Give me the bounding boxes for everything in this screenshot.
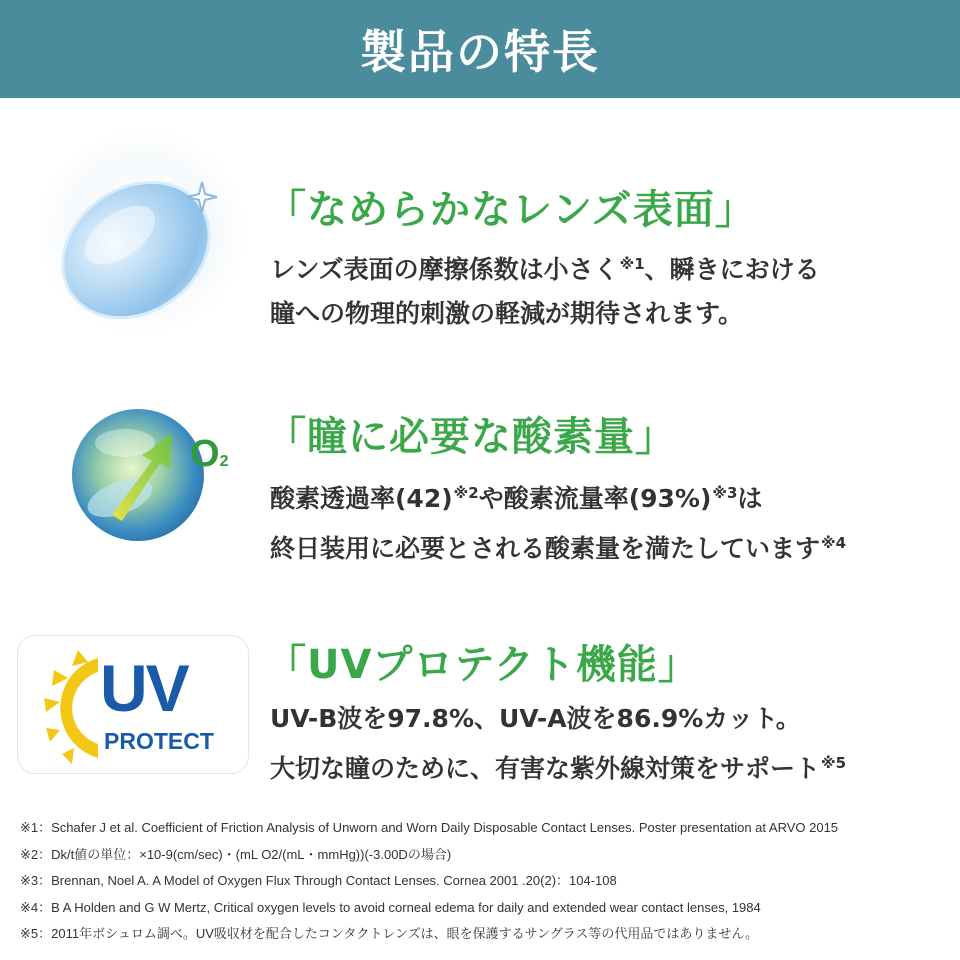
footnote-4: ※4：B A Holden and G W Mertz, Critical oxygen levels to avoid corneal edema for daily and extended wear contact lenses, 1984 <box>20 899 761 915</box>
feature-heading: 「なめらかなレンズ表面」 <box>266 187 756 233</box>
header-banner <box>0 0 960 98</box>
uv-protect-icon <box>17 635 249 774</box>
description-line: UV-B波を97.8%、UV-A波を86.9%カット。 <box>270 704 801 733</box>
protect-logo-text: PROTECT <box>104 728 214 754</box>
oxygen-label: O2 <box>190 433 229 475</box>
feature-heading: 「UVプロテクト機能」 <box>266 642 699 688</box>
footnote-1: ※1：Schafer J et al. Coefficient of Friction Analysis of Unworn and Worn Daily Disposable Contact Lenses. Poster presentation at ARVO 2015 <box>20 820 839 835</box>
feature-description <box>270 471 846 571</box>
description-line: 終日装用に必要とされる酸素量を満たしています$^{※4}$ <box>270 534 847 563</box>
feature-description <box>270 697 846 791</box>
page-title: 製品の特長 <box>360 25 600 79</box>
footnote-2: ※2：Dk/t値の単位：×10-9(cm/sec)・(mL O2/(mL・mmHg))(-3.00Dの場合) <box>20 846 452 862</box>
feature-heading: 「瞳に必要な酸素量」 <box>266 414 676 460</box>
description-line: 大切な瞳のために、有害な紫外線対策をサポート$^{※5}$ <box>270 754 847 783</box>
footnote-5: ※5：2011年ボシュロム調べ。UV吸収材を配合したコンタクトレンズは、眼を保護するサングラス等の代用品ではありません。 <box>20 926 759 941</box>
uv-logo-text: UV <box>100 651 188 725</box>
footnote-3: ※3：Brennan, Noel A. A Model of Oxygen Flux Through Contact Lenses. Cornea 2001 .20(2)：104-108 <box>20 873 617 888</box>
feature-uv-protect <box>0 625 960 785</box>
footnotes <box>20 815 945 948</box>
feature-description <box>270 242 820 336</box>
contact-lens-icon <box>30 120 260 340</box>
oxygen-sphere-icon <box>60 403 250 543</box>
feature-smooth-surface <box>0 110 960 360</box>
feature-oxygen <box>0 395 960 565</box>
description-line: レンズ表面の摩擦係数は小さく$^{※1}$、瞬きにおける <box>270 255 820 284</box>
description-line: 瞳への物理的刺激の軽減が期待されます。 <box>270 299 744 328</box>
description-line: 酸素透過率$(42)^{※2}$や酸素流量率$(93\%)^{※3}$は <box>270 484 763 513</box>
